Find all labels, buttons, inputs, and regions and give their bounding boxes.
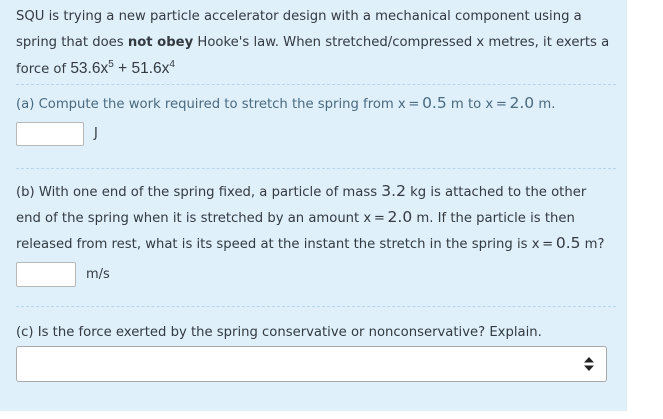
intro-text-2b: Hooke's law. When stretched/compressed x metres, it exerts a (193, 35, 610, 50)
part-a-text-2: m to x = (446, 97, 510, 112)
up-down-arrow-icon (584, 357, 594, 371)
part-b-text-3a: released from rest, what is its speed at the instant the stretch in the spring is x = (16, 237, 556, 252)
part-b-unit: m/s (86, 267, 110, 282)
part-b-text-2b: m. If the particle is then (412, 211, 575, 226)
force-expression (70, 60, 175, 77)
part-b-text-3b: m? (580, 237, 605, 252)
divider (16, 168, 616, 169)
part-a-x-from: 0.5 (422, 94, 447, 112)
part-b-text-1a: (b) With one end of the spring fixed, a particle of mass (16, 185, 382, 200)
force-exponent-1: 5 (108, 59, 114, 70)
part-a-x-to: 2.0 (509, 94, 535, 112)
intro-text-2a: spring that does (16, 35, 128, 50)
part-a-question (16, 94, 555, 114)
part-c-question (16, 324, 542, 342)
part-b-line-1 (16, 182, 586, 202)
part-b-line-3 (16, 234, 605, 254)
part-b-line-2 (16, 208, 575, 228)
part-b-stretch: 2.0 (387, 208, 413, 226)
intro-text-1: SQU is trying a new particle accelerator design with a mechanical component using a (16, 9, 582, 24)
force-exponent-2: 4 (169, 59, 175, 70)
divider (16, 84, 616, 85)
part-b-x-final: 0.5 (555, 234, 581, 252)
part-c-answer-select[interactable] (16, 346, 607, 382)
divider (16, 306, 616, 307)
force-term-2: 51.6x (131, 60, 170, 77)
force-term-1: 53.6x (70, 60, 109, 77)
part-b-answer-input[interactable] (16, 262, 76, 287)
intro-line-2 (16, 34, 609, 52)
intro-emphasis: not obey (127, 35, 194, 50)
part-b-mass: 3.2 (381, 182, 406, 200)
force-plus: + (113, 60, 132, 77)
part-a-text-3: m. (534, 97, 556, 112)
intro-line-1 (16, 8, 582, 26)
part-b-text-1b: kg is attached to the other (405, 185, 587, 200)
part-a-text-1: (a) Compute the work required to stretch the spring from x = (16, 97, 423, 112)
part-b-text-2a: end of the spring when it is stretched by an amount x = (16, 211, 388, 226)
part-c-text: (c) Is the force exerted by the spring conservative or nonconservative? Explain. (16, 325, 542, 340)
part-a-answer-input[interactable] (16, 122, 84, 146)
intro-text-3: force of (16, 62, 71, 77)
intro-line-3 (16, 60, 175, 79)
part-a-unit: J (94, 126, 98, 141)
